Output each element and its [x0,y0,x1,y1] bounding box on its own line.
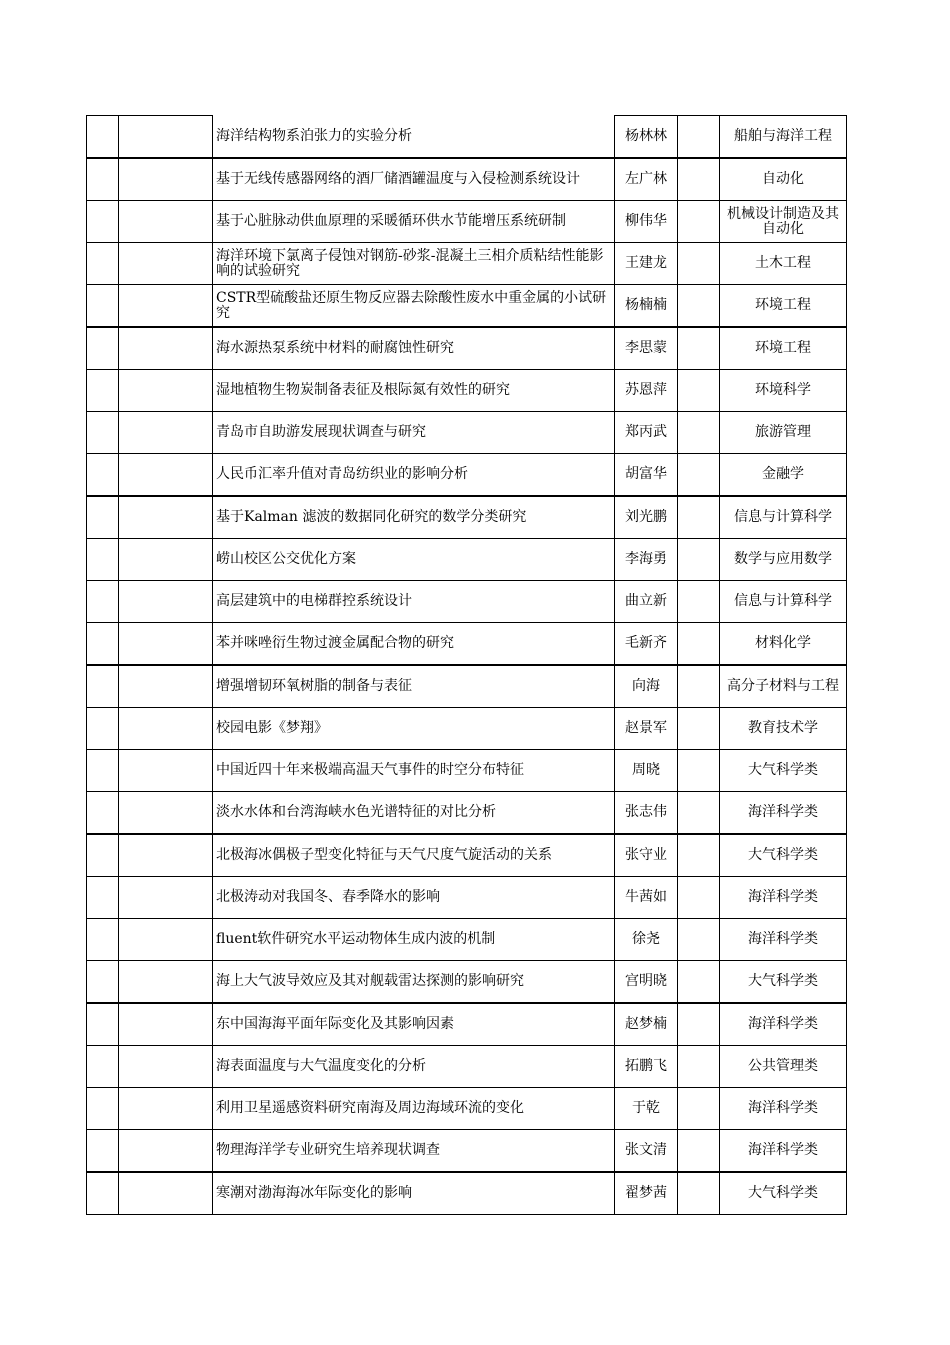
student-name-cell: 李思蒙 [615,327,678,370]
table-row [87,243,847,285]
student-name-cell: 杨楠楠 [615,285,678,328]
student-name-cell: 杨林林 [615,116,678,159]
index-cell [87,1003,119,1046]
student-name-cell: 王建龙 [615,243,678,285]
project-title-cell: 基于Kalman 滤波的数据同化研究的数学分类研究 [213,496,615,539]
student-name-cell: 张志伟 [615,792,678,835]
index-cell [87,708,119,750]
major-cell: 材料化学 [720,623,847,666]
spacer-cell [678,496,720,539]
code-cell [119,539,213,581]
code-cell [119,158,213,201]
code-cell [119,370,213,412]
project-title-cell: 校园电影《梦翔》 [213,708,615,750]
project-title-cell: 基于心脏脉动供血原理的采暖循环供水节能增压系统研制 [213,201,615,243]
spacer-cell [678,834,720,877]
project-title-cell: 淡水水体和台湾海峡水色光谱特征的对比分析 [213,792,615,835]
index-cell [87,116,119,159]
major-cell: 教育技术学 [720,708,847,750]
student-name-cell: 张守业 [615,834,678,877]
spacer-cell [678,1046,720,1088]
table-row [87,496,847,539]
code-cell [119,412,213,454]
project-title-cell: 苯并咪唑衍生物过渡金属配合物的研究 [213,623,615,666]
index-cell [87,1130,119,1173]
spacer-cell [678,919,720,961]
table-row [87,750,847,792]
code-cell [119,919,213,961]
project-title-cell: 北极海冰偶极子型变化特征与天气尺度气旋活动的关系 [213,834,615,877]
code-cell [119,581,213,623]
spacer-cell [678,1088,720,1130]
project-title-cell: 海表面温度与大气温度变化的分析 [213,1046,615,1088]
index-cell [87,158,119,201]
major-cell: 自动化 [720,158,847,201]
table-row [87,1172,847,1215]
table-row [87,877,847,919]
major-cell: 金融学 [720,454,847,497]
major-cell: 信息与计算科学 [720,581,847,623]
spacer-cell [678,327,720,370]
code-cell [119,1130,213,1173]
index-cell [87,750,119,792]
index-cell [87,623,119,666]
index-cell [87,454,119,497]
spacer-cell [678,539,720,581]
project-title-cell: 寒潮对渤海海冰年际变化的影响 [213,1172,615,1215]
index-cell [87,496,119,539]
major-cell: 大气科学类 [720,750,847,792]
table-row [87,708,847,750]
student-name-cell: 刘光鹏 [615,496,678,539]
student-name-cell: 周晓 [615,750,678,792]
code-cell [119,1172,213,1215]
major-cell: 大气科学类 [720,834,847,877]
spacer-cell [678,708,720,750]
table-row [87,834,847,877]
spacer-cell [678,1172,720,1215]
index-cell [87,581,119,623]
spacer-cell [678,623,720,666]
code-cell [119,1046,213,1088]
index-cell [87,201,119,243]
table-row [87,961,847,1004]
table-row [87,158,847,201]
spacer-cell [678,1130,720,1173]
major-cell: 环境工程 [720,285,847,328]
project-title-cell: 物理海洋学专业研究生培养现状调查 [213,1130,615,1173]
major-cell: 船舶与海洋工程 [720,116,847,159]
spacer-cell [678,412,720,454]
major-cell: 大气科学类 [720,1172,847,1215]
student-name-cell: 牛茜如 [615,877,678,919]
code-cell [119,961,213,1004]
student-name-cell: 柳伟华 [615,201,678,243]
major-cell: 海洋科学类 [720,1088,847,1130]
student-name-cell: 左广林 [615,158,678,201]
code-cell [119,454,213,497]
major-cell: 海洋科学类 [720,1130,847,1173]
major-cell: 信息与计算科学 [720,496,847,539]
major-cell: 海洋科学类 [720,877,847,919]
student-name-cell: 曲立新 [615,581,678,623]
spacer-cell [678,243,720,285]
table-row [87,116,847,159]
project-title-cell: 湿地植物生物炭制备表征及根际氮有效性的研究 [213,370,615,412]
code-cell [119,243,213,285]
major-cell: 海洋科学类 [720,792,847,835]
spacer-cell [678,665,720,708]
project-title-cell: 东中国海海平面年际变化及其影响因素 [213,1003,615,1046]
index-cell [87,327,119,370]
major-cell: 高分子材料与工程 [720,665,847,708]
project-table [86,115,847,1215]
code-cell [119,285,213,328]
table-row [87,1046,847,1088]
spacer-cell [678,750,720,792]
student-name-cell: 郑丙武 [615,412,678,454]
project-title-cell: 青岛市自助游发展现状调查与研究 [213,412,615,454]
project-title-cell: 海上大气波导效应及其对舰载雷达探测的影响研究 [213,961,615,1004]
student-name-cell: 宫明晓 [615,961,678,1004]
project-title-cell: fluent软件研究水平运动物体生成内波的机制 [213,919,615,961]
index-cell [87,1172,119,1215]
code-cell [119,792,213,835]
spacer-cell [678,581,720,623]
spacer-cell [678,158,720,201]
code-cell [119,708,213,750]
code-cell [119,116,213,159]
student-name-cell: 苏恩萍 [615,370,678,412]
project-title-cell: 基于无线传感器网络的酒厂储酒罐温度与入侵检测系统设计 [213,158,615,201]
spacer-cell [678,792,720,835]
project-title-cell: CSTR型硫酸盐还原生物反应器去除酸性废水中重金属的小试研究 [213,285,615,328]
code-cell [119,1003,213,1046]
table-row [87,1088,847,1130]
index-cell [87,877,119,919]
student-name-cell: 胡富华 [615,454,678,497]
table-row [87,1130,847,1173]
index-cell [87,1046,119,1088]
project-title-cell: 海洋结构物系泊张力的实验分析 [213,116,615,159]
project-title-cell: 增强增韧环氧树脂的制备与表征 [213,665,615,708]
index-cell [87,665,119,708]
code-cell [119,1088,213,1130]
code-cell [119,877,213,919]
table-row [87,285,847,328]
table-row [87,539,847,581]
table-row [87,665,847,708]
table-row [87,792,847,835]
table-row [87,581,847,623]
student-name-cell: 李海勇 [615,539,678,581]
student-name-cell: 徐尧 [615,919,678,961]
spacer-cell [678,370,720,412]
table-row [87,412,847,454]
code-cell [119,750,213,792]
major-cell: 公共管理类 [720,1046,847,1088]
major-cell: 机械设计制造及其自动化 [720,201,847,243]
major-cell: 海洋科学类 [720,919,847,961]
student-name-cell: 毛新齐 [615,623,678,666]
code-cell [119,201,213,243]
major-cell: 海洋科学类 [720,1003,847,1046]
index-cell [87,961,119,1004]
index-cell [87,1088,119,1130]
project-title-cell: 海水源热泵系统中材料的耐腐蚀性研究 [213,327,615,370]
index-cell [87,412,119,454]
spacer-cell [678,201,720,243]
major-cell: 土木工程 [720,243,847,285]
table-row [87,454,847,497]
code-cell [119,327,213,370]
index-cell [87,285,119,328]
project-title-cell: 崂山校区公交优化方案 [213,539,615,581]
spacer-cell [678,285,720,328]
major-cell: 环境科学 [720,370,847,412]
code-cell [119,496,213,539]
index-cell [87,370,119,412]
project-title-cell: 中国近四十年来极端高温天气事件的时空分布特征 [213,750,615,792]
student-name-cell: 向海 [615,665,678,708]
project-table-body [87,116,847,1215]
code-cell [119,665,213,708]
index-cell [87,243,119,285]
project-title-cell: 高层建筑中的电梯群控系统设计 [213,581,615,623]
table-row [87,201,847,243]
student-name-cell: 张文清 [615,1130,678,1173]
major-cell: 数学与应用数学 [720,539,847,581]
index-cell [87,539,119,581]
project-title-cell: 利用卫星遥感资料研究南海及周边海域环流的变化 [213,1088,615,1130]
student-name-cell: 赵梦楠 [615,1003,678,1046]
student-name-cell: 赵景军 [615,708,678,750]
table-row [87,370,847,412]
student-name-cell: 拓鹏飞 [615,1046,678,1088]
project-title-cell: 海洋环境下氯离子侵蚀对钢筋-砂浆-混凝土三相介质粘结性能影响的试验研究 [213,243,615,285]
student-name-cell: 于乾 [615,1088,678,1130]
table-row [87,327,847,370]
index-cell [87,792,119,835]
spacer-cell [678,961,720,1004]
spacer-cell [678,116,720,159]
student-name-cell: 翟梦茜 [615,1172,678,1215]
major-cell: 大气科学类 [720,961,847,1004]
table-row [87,623,847,666]
code-cell [119,623,213,666]
table-row [87,919,847,961]
index-cell [87,919,119,961]
project-title-cell: 人民币汇率升值对青岛纺织业的影响分析 [213,454,615,497]
major-cell: 旅游管理 [720,412,847,454]
spacer-cell [678,454,720,497]
table-row [87,1003,847,1046]
major-cell: 环境工程 [720,327,847,370]
spacer-cell [678,1003,720,1046]
project-title-cell: 北极涛动对我国冬、春季降水的影响 [213,877,615,919]
index-cell [87,834,119,877]
code-cell [119,834,213,877]
spacer-cell [678,877,720,919]
